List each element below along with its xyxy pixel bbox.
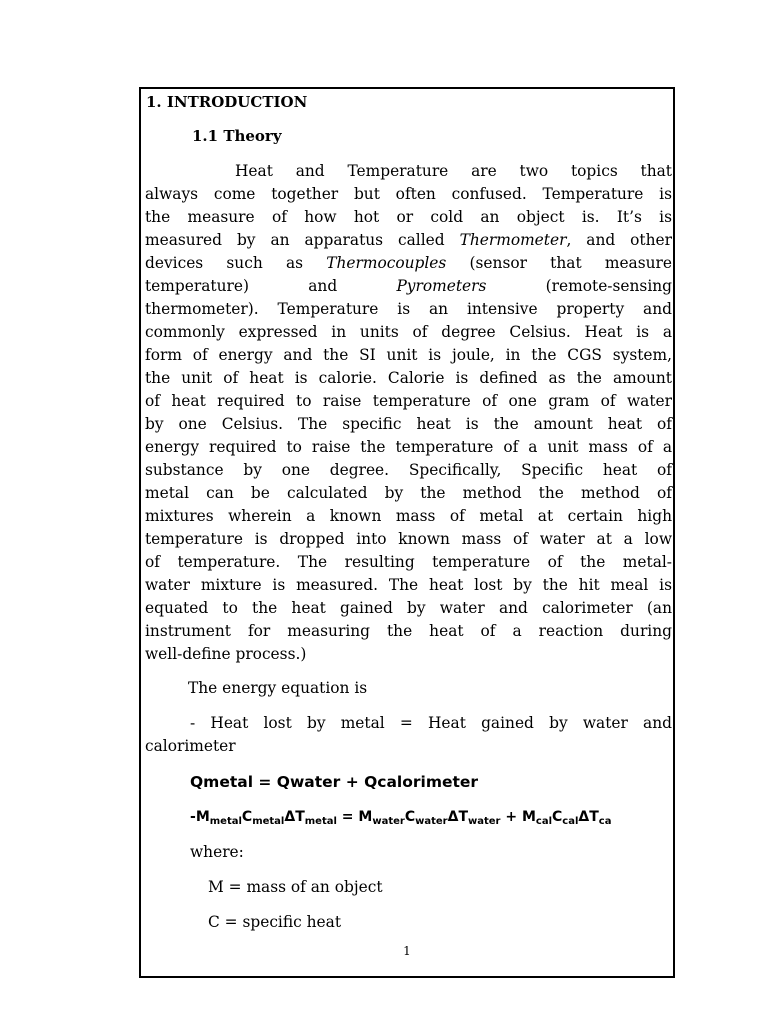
paragraph-line: of temperature. The resulting temperature of the metal- — [145, 553, 672, 571]
detailed-equation — [190, 806, 611, 833]
page-number: 1 — [403, 944, 411, 958]
paragraph-line: instrument for measuring the heat of a reaction during — [145, 622, 672, 640]
definition-mass: M = mass of an object — [208, 878, 383, 896]
italic-term: Thermometer — [459, 231, 567, 249]
paragraph-line: water mixture is measured. The heat lost by the hit meal is — [145, 576, 672, 594]
eq-term: ΔT — [284, 809, 305, 825]
eq-term: C — [552, 809, 563, 825]
paragraph-line — [145, 229, 672, 252]
section-heading: 1. INTRODUCTION — [146, 93, 308, 111]
eq-subscript: cal — [562, 816, 579, 827]
eq-term: ΔT — [447, 809, 468, 825]
eq-term: M — [358, 809, 373, 825]
eq-plus: + — [500, 809, 522, 825]
line-text: (remote-sensing — [486, 277, 672, 295]
paragraph-line — [145, 275, 672, 298]
paragraph-line: form of energy and the SI unit is joule, in the CGS system, — [145, 346, 672, 364]
line-text: devices such as — [145, 254, 327, 272]
paragraph-line: equated to the heat gained by water and calorimeter (an — [145, 599, 672, 617]
eq-term: C — [404, 809, 416, 825]
italic-term: Pyrometers — [396, 277, 487, 295]
eq-term: C — [241, 809, 253, 825]
eq-term: M — [195, 809, 210, 825]
paragraph-line: commonly expressed in units of degree Celsius. Heat is a — [145, 323, 672, 341]
paragraph-line: always come together but often confused. Temperature is — [145, 185, 672, 203]
eq-term: ΔT — [578, 809, 599, 825]
paragraph-line: metal can be calculated by the method the method of — [145, 484, 672, 502]
eq-term: M — [521, 809, 536, 825]
main-equation: Qmetal = Qwater + Qcalorimeter — [190, 773, 479, 791]
where-label: where: — [190, 843, 244, 861]
eq-subscript: metal — [304, 816, 337, 827]
line-text: , and other — [566, 231, 672, 249]
paragraph-line: energy required to raise the temperature of a unit mass of a — [145, 438, 672, 456]
heat-balance-line: - Heat lost by metal = Heat gained by water and — [190, 714, 672, 732]
eq-subscript: water — [415, 816, 448, 827]
theory-paragraph — [145, 160, 672, 666]
eq-subscript: metal — [209, 816, 242, 827]
heat-balance-statement — [145, 712, 672, 758]
eq-subscript: ca — [598, 816, 612, 827]
page-frame — [139, 87, 675, 978]
eq-subscript: cal — [535, 816, 553, 827]
paragraph-line: substance by one degree. Specifically, Specific heat of — [145, 461, 672, 479]
paragraph-line: the measure of how hot or cold an object is. It’s is — [145, 208, 672, 226]
eq-subscript: water — [372, 816, 405, 827]
line-text: (sensor that measure — [446, 254, 672, 272]
paragraph-line — [145, 252, 672, 275]
paragraph-line: of heat required to raise temperature of one gram of water — [145, 392, 672, 410]
line-text: measured by an apparatus called — [145, 231, 460, 249]
paragraph-line: the unit of heat is calorie. Calorie is defined as the amount — [145, 369, 672, 387]
line-text: temperature) and — [145, 277, 397, 295]
energy-equation-intro: The energy equation is — [188, 679, 368, 697]
paragraph-line: mixtures wherein a known mass of metal at certain high — [145, 507, 672, 525]
eq-subscript: water — [468, 816, 501, 827]
paragraph-line: well-define process.) — [145, 645, 307, 663]
paragraph-line: temperature is dropped into known mass of water at a low — [145, 530, 672, 548]
eq-subscript: metal — [252, 816, 285, 827]
definition-specific-heat: C = specific heat — [208, 913, 342, 931]
italic-term: Thermocouples — [326, 254, 447, 272]
eq-minus: - — [190, 809, 196, 825]
paragraph-line: Heat and Temperature are two topics that — [235, 162, 672, 180]
eq-equals: = — [336, 809, 359, 825]
heat-balance-line: calorimeter — [145, 737, 236, 755]
paragraph-line: thermometer). Temperature is an intensive property and — [145, 300, 672, 318]
subsection-heading: 1.1 Theory — [192, 127, 282, 145]
paragraph-line: by one Celsius. The specific heat is the amount heat of — [145, 415, 672, 433]
